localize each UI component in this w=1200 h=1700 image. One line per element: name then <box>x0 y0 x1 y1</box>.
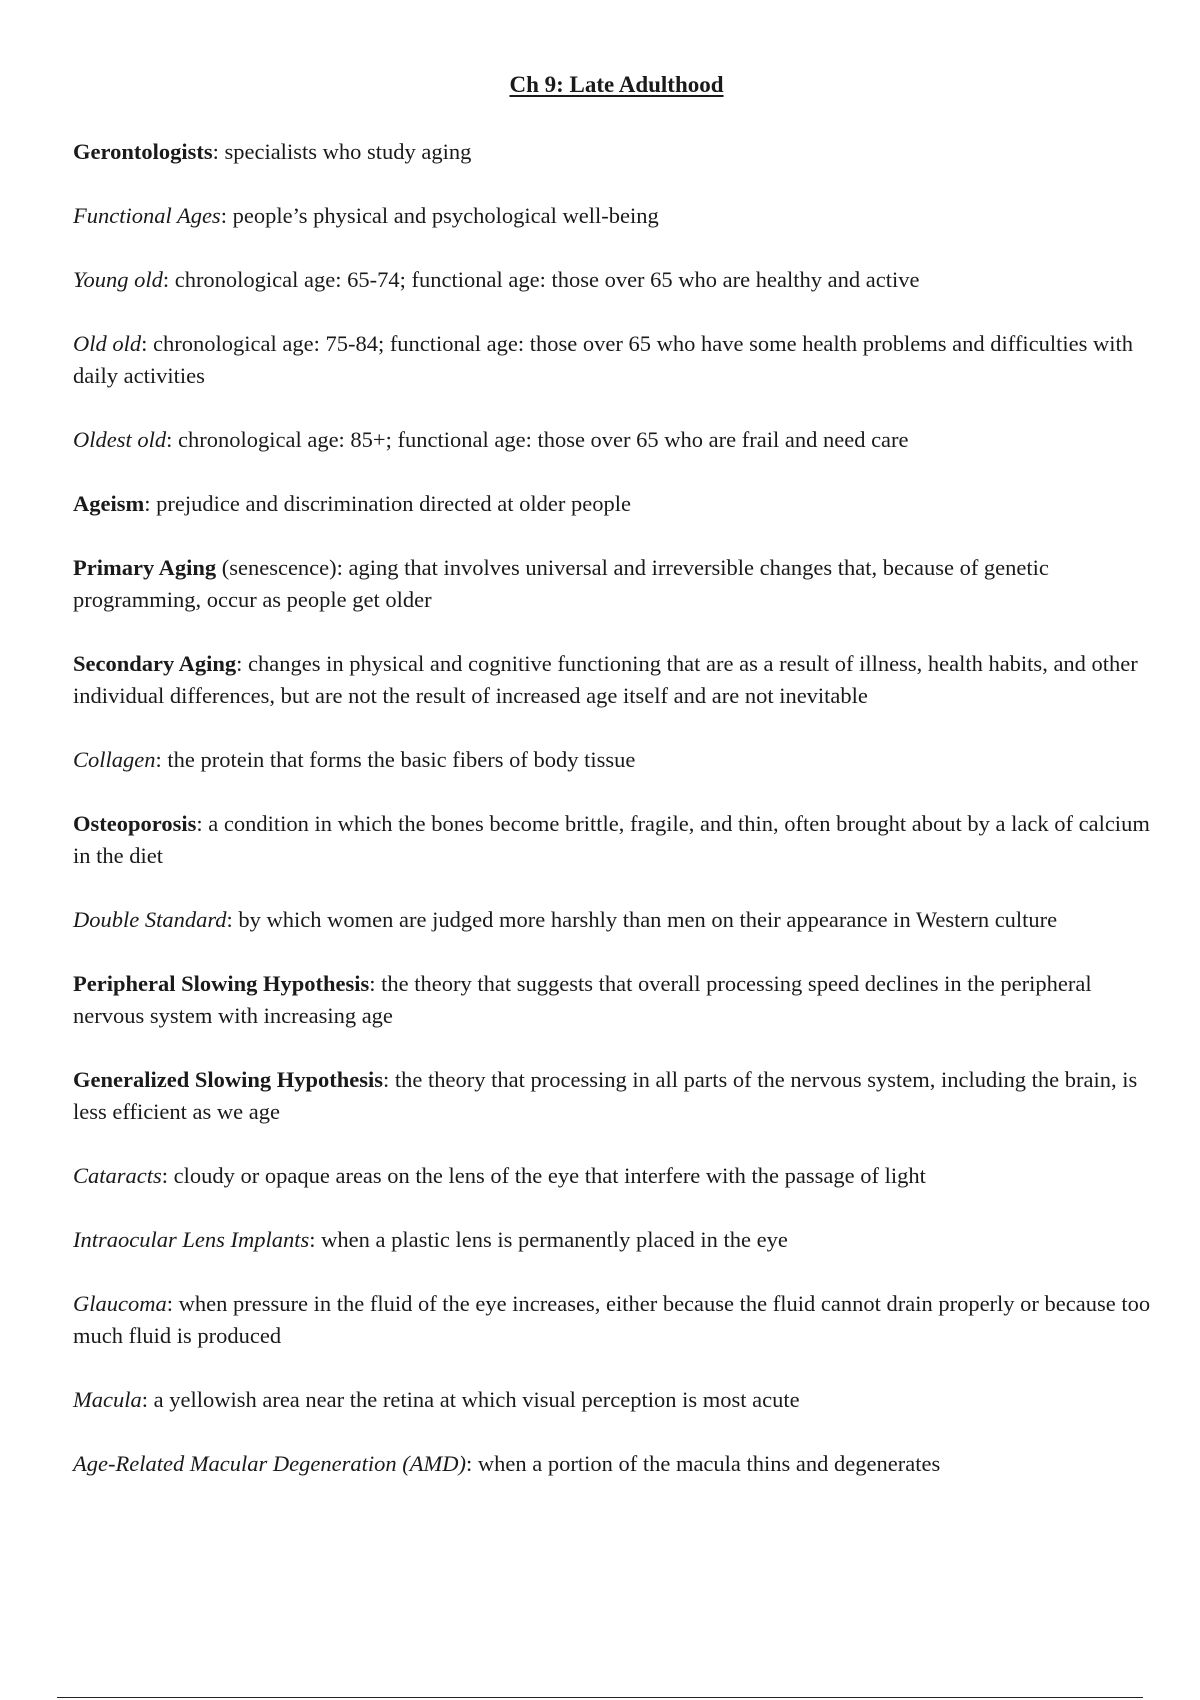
entry-term: Cataracts <box>73 1163 162 1188</box>
entry-definition: : cloudy or opaque areas on the lens of the eye that interfere with the passage of light <box>161 1163 926 1188</box>
glossary-entry <box>73 424 1153 456</box>
entry-term: Old old <box>73 331 142 356</box>
entry-definition: : the theory that processing in all parts of the nervous system, including the brain, is less efficient as we age <box>73 1067 1138 1124</box>
entry-definition: : a yellowish area near the retina at which visual perception is most acute <box>141 1387 800 1412</box>
entry-definition: : the protein that forms the basic fibers of body tissue <box>155 747 636 772</box>
glossary-entry <box>73 648 1153 712</box>
entry-term: Osteoporosis <box>73 811 197 836</box>
glossary-entry <box>73 552 1153 616</box>
entry-definition: : chronological age: 75-84; functional age: those over 65 who have some health problems and difficulties with daily activities <box>73 331 1133 388</box>
glossary-entry <box>73 328 1153 392</box>
entry-term: Peripheral Slowing Hypothesis <box>73 971 370 996</box>
glossary-entry <box>73 488 1153 520</box>
entry-term: Primary Aging <box>73 555 217 580</box>
glossary-entry <box>73 1224 1153 1256</box>
glossary-entry <box>73 136 1153 168</box>
entry-term: Intraocular Lens Implants <box>73 1227 310 1252</box>
glossary-entry <box>73 904 1153 936</box>
entry-term: Ageism <box>73 491 145 516</box>
entry-definition: : the theory that suggests that overall processing speed declines in the peripheral nervous system with increasing age <box>73 971 1092 1028</box>
glossary-entry <box>73 1448 1153 1480</box>
entry-term: Glaucoma <box>73 1291 167 1316</box>
glossary-entry <box>73 264 1153 296</box>
glossary-entry <box>73 1160 1153 1192</box>
entry-term: Collagen <box>73 747 156 772</box>
entry-definition: : chronological age: 65-74; functional age: those over 65 who are healthy and active <box>162 267 920 292</box>
glossary-entry <box>73 1384 1153 1416</box>
entry-term: Age-Related Macular Degeneration (AMD) <box>73 1451 466 1476</box>
entry-definition: : by which women are judged more harshly than men on their appearance in Western culture <box>226 907 1058 932</box>
entry-definition: : a condition in which the bones become brittle, fragile, and thin, often brought about by a lack of calcium in the diet <box>73 811 1150 868</box>
entry-term: Oldest old <box>73 427 167 452</box>
glossary-entry <box>73 968 1153 1032</box>
glossary-list <box>73 136 1153 1512</box>
entry-definition: : chronological age: 85+; functional age: those over 65 who are frail and need care <box>166 427 909 452</box>
entry-definition: : when a plastic lens is permanently placed in the eye <box>309 1227 788 1252</box>
entry-definition: (senescence): aging that involves universal and irreversible changes that, because of genetic programming, occur as people get older <box>73 555 1049 612</box>
entry-definition: : specialists who study aging <box>212 139 472 164</box>
entry-definition: : people’s physical and psychological well-being <box>220 203 659 228</box>
entry-term: Young old <box>73 267 163 292</box>
glossary-entry <box>73 1288 1153 1352</box>
glossary-entry <box>73 1064 1153 1128</box>
entry-term: Macula <box>73 1387 142 1412</box>
footer-divider <box>57 1697 1143 1698</box>
entry-term: Generalized Slowing Hypothesis <box>73 1067 384 1092</box>
glossary-entry <box>73 200 1153 232</box>
entry-definition: : when pressure in the fluid of the eye increases, either because the fluid cannot drain properly or because too much fluid is produced <box>73 1291 1151 1348</box>
entry-term: Secondary Aging <box>73 651 237 676</box>
entry-term: Gerontologists <box>73 139 213 164</box>
entry-definition: : when a portion of the macula thins and degenerates <box>466 1451 941 1476</box>
page-title: Ch 9: Late Adulthood <box>509 72 724 97</box>
glossary-entry <box>73 808 1153 872</box>
entry-term: Double Standard <box>73 907 227 932</box>
entry-definition: : changes in physical and cognitive functioning that are as a result of illness, health habits, and other individual differences, but are not the result of increased age itself and are not inevitable <box>73 651 1138 708</box>
entry-definition: : prejudice and discrimination directed at older people <box>144 491 631 516</box>
entry-term: Functional Ages <box>73 203 221 228</box>
glossary-entry <box>73 744 1153 776</box>
